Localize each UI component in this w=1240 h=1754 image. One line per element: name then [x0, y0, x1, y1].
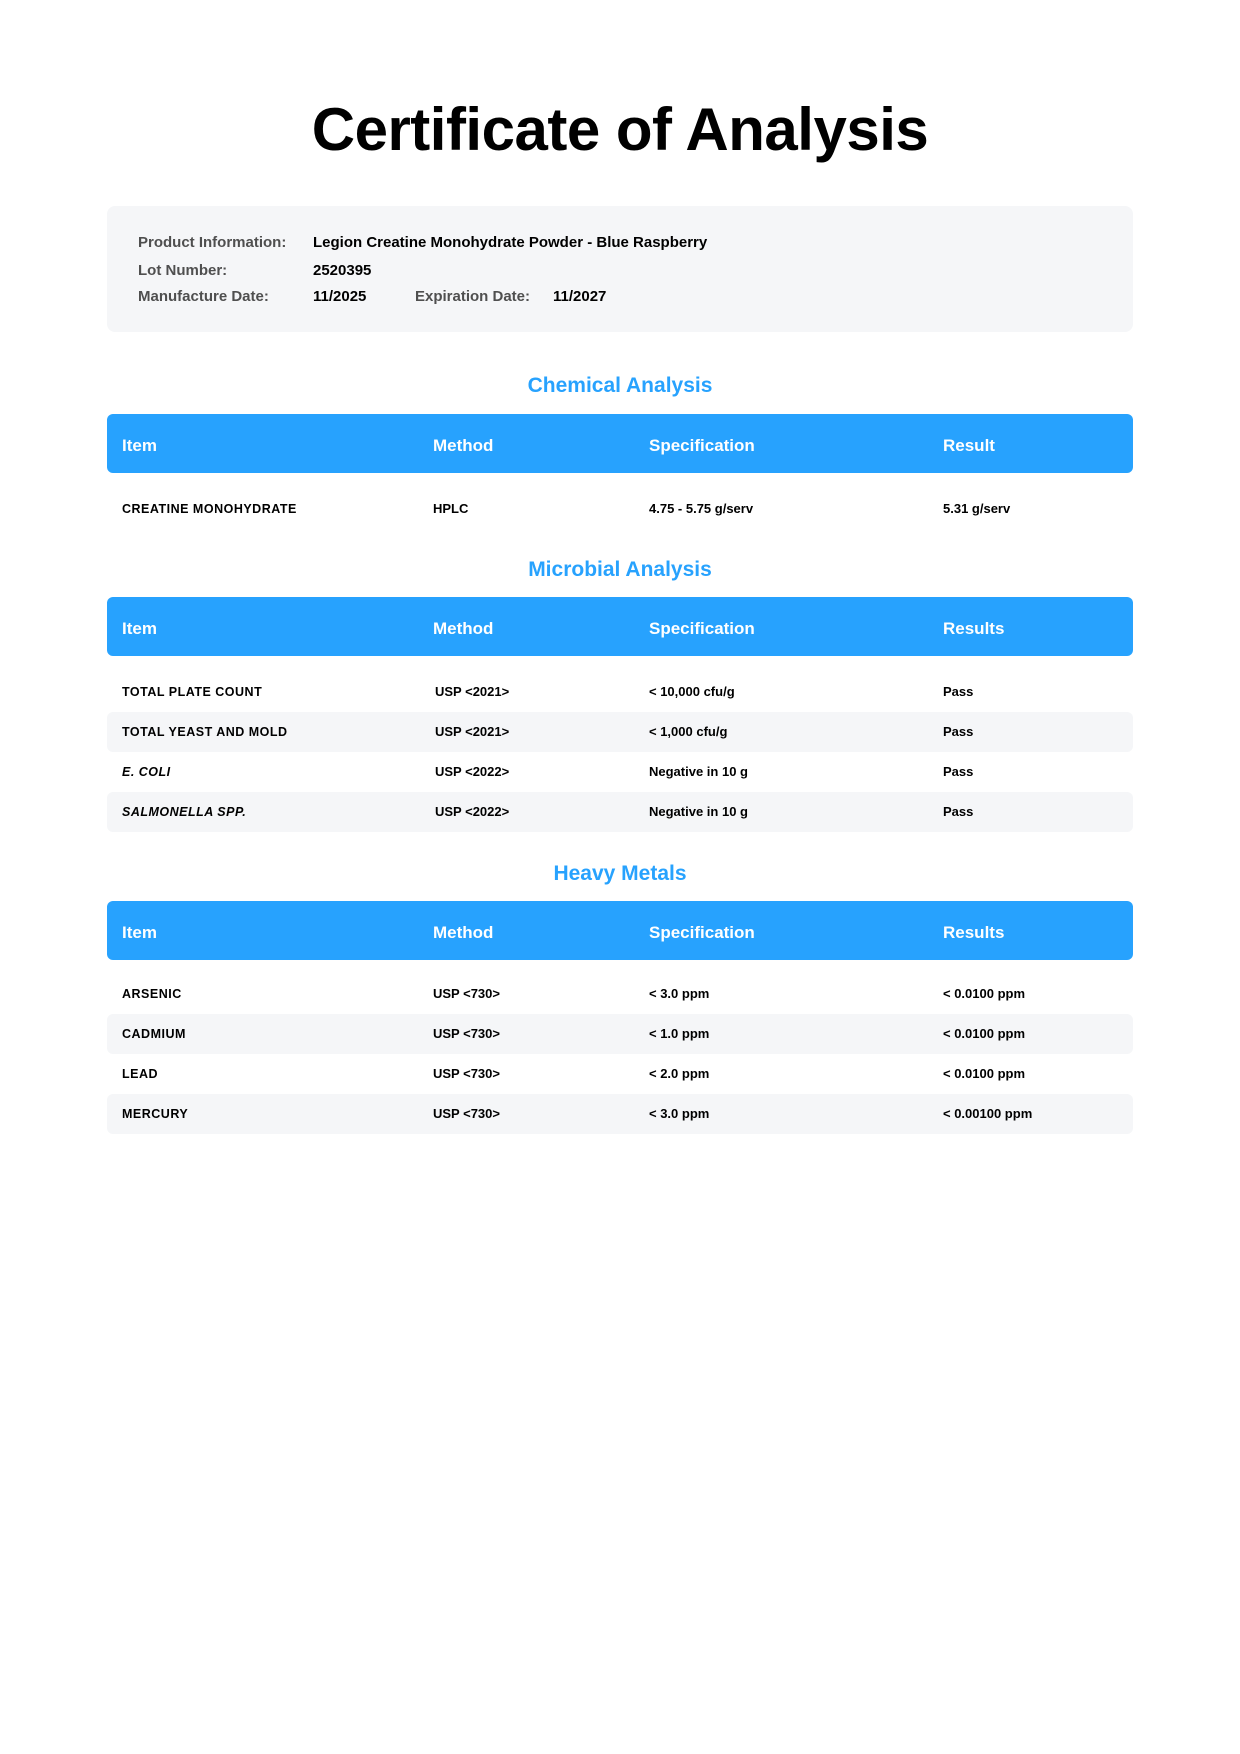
cell-item: CADMIUM: [122, 1027, 186, 1041]
product-value: Legion Creatine Monohydrate Powder - Blue Raspberry: [313, 234, 708, 251]
table-row: [107, 1094, 1133, 1134]
header-specification: Specification: [649, 436, 755, 455]
header-item: Item: [122, 619, 157, 638]
cell-method: HPLC: [433, 501, 469, 516]
cell-result: Pass: [943, 724, 974, 739]
cell-method: USP <2021>: [435, 684, 510, 699]
cell-result: Pass: [943, 764, 974, 779]
table-header: [107, 414, 1133, 473]
cell-method: USP <730>: [433, 1026, 500, 1041]
table-header: [107, 597, 1133, 656]
cell-method: USP <2022>: [435, 804, 510, 819]
cell-specification: < 10,000 cfu/g: [649, 684, 735, 699]
product-info-panel: [107, 206, 1133, 332]
table-row: [107, 712, 1133, 752]
cell-item: TOTAL PLATE COUNT: [122, 685, 263, 699]
header-item: Item: [122, 923, 157, 942]
header-result: Result: [943, 436, 995, 455]
expiration-date-value: 11/2027: [553, 288, 607, 305]
table-row: [107, 672, 1133, 712]
cell-method: USP <730>: [433, 1066, 500, 1081]
table-header: [107, 901, 1133, 960]
heavy-metals-title: Heavy Metals: [553, 862, 687, 885]
lot-number-label: Lot Number:: [138, 262, 228, 279]
cell-result: < 0.0100 ppm: [943, 1066, 1026, 1081]
header-method: Method: [433, 436, 494, 455]
chemical-analysis-table: [107, 414, 1133, 529]
table-row: [107, 1054, 1133, 1094]
cell-specification: < 1,000 cfu/g: [649, 724, 728, 739]
cell-result: < 0.00100 ppm: [943, 1106, 1033, 1121]
cell-specification: < 1.0 ppm: [649, 1026, 710, 1041]
manufacture-date-label: Manufacture Date:: [138, 288, 269, 305]
table-row: [107, 792, 1133, 832]
product-label: Product Information:: [138, 234, 287, 251]
microbial-analysis-title: Microbial Analysis: [528, 558, 712, 581]
cell-item: MERCURY: [122, 1107, 189, 1121]
cell-result: < 0.0100 ppm: [943, 1026, 1026, 1041]
header-method: Method: [433, 923, 494, 942]
cell-method: USP <2021>: [435, 724, 510, 739]
expiration-date-label: Expiration Date:: [415, 288, 531, 305]
cell-specification: < 2.0 ppm: [649, 1066, 710, 1081]
cell-method: USP <730>: [433, 986, 500, 1001]
header-item: Item: [122, 436, 157, 455]
header-specification: Specification: [649, 619, 755, 638]
cell-result: Pass: [943, 684, 974, 699]
cell-specification: 4.75 - 5.75 g/serv: [649, 501, 754, 516]
table-row: [107, 1014, 1133, 1054]
cell-item: TOTAL YEAST AND MOLD: [122, 725, 288, 739]
lot-number-value: 2520395: [313, 262, 372, 279]
page-title: Certificate of Analysis: [311, 96, 929, 163]
cell-specification: Negative in 10 g: [649, 764, 748, 779]
cell-specification: Negative in 10 g: [649, 804, 748, 819]
table-row: [107, 752, 1133, 792]
header-results: Results: [943, 923, 1005, 942]
header-specification: Specification: [649, 923, 755, 942]
microbial-analysis-table: [107, 597, 1133, 832]
heavy-metals-table: [107, 901, 1133, 1134]
cell-method: USP <730>: [433, 1106, 500, 1121]
cell-item: SALMONELLA SPP.: [122, 805, 247, 819]
cell-item: LEAD: [122, 1067, 159, 1081]
header-results: Results: [943, 619, 1005, 638]
cell-result: < 0.0100 ppm: [943, 986, 1026, 1001]
chemical-analysis-title: Chemical Analysis: [527, 374, 713, 397]
header-method: Method: [433, 619, 494, 638]
cell-item: ARSENIC: [122, 987, 182, 1001]
cell-specification: < 3.0 ppm: [649, 1106, 710, 1121]
cell-result: Pass: [943, 804, 974, 819]
cell-specification: < 3.0 ppm: [649, 986, 710, 1001]
cell-method: USP <2022>: [435, 764, 510, 779]
cell-item: E. COLI: [122, 765, 171, 779]
table-row: [107, 974, 1133, 1014]
manufacture-date-value: 11/2025: [313, 288, 367, 305]
table-row: [107, 489, 1133, 529]
cell-item: CREATINE MONOHYDRATE: [122, 502, 297, 516]
cell-result: 5.31 g/serv: [943, 501, 1011, 516]
